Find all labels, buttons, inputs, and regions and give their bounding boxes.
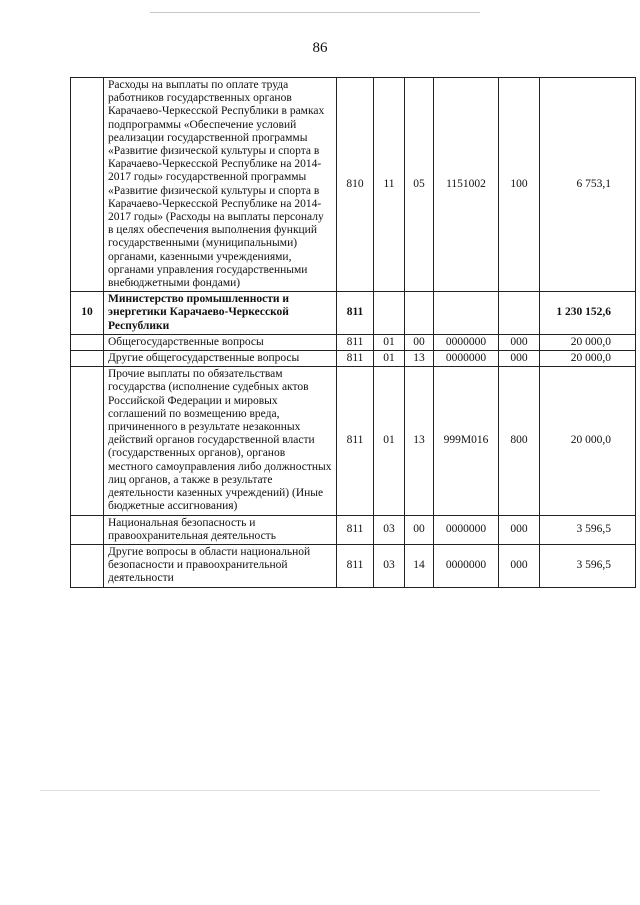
row-number-cell — [71, 367, 104, 515]
target-item-cell — [434, 292, 499, 335]
section-code-cell: 01 — [374, 334, 405, 350]
table-row — [71, 292, 636, 335]
section-code-cell: 03 — [374, 544, 405, 587]
subsection-code-cell — [405, 292, 434, 335]
table-row — [71, 351, 636, 367]
description-cell: Другие общегосударственные вопросы — [104, 351, 337, 367]
expense-type-cell: 000 — [499, 515, 540, 544]
table-row — [71, 367, 636, 515]
amount-cell: 20 000,0 — [540, 334, 636, 350]
scan-artifact-line — [150, 12, 480, 13]
subsection-code-cell: 13 — [405, 367, 434, 515]
ministry-code-cell: 811 — [337, 351, 374, 367]
table-row — [71, 334, 636, 350]
subsection-code-cell: 05 — [405, 78, 434, 292]
page-number: 86 — [312, 40, 328, 56]
expense-type-cell: 100 — [499, 78, 540, 292]
subsection-code-cell: 13 — [405, 351, 434, 367]
ministry-code-cell: 811 — [337, 544, 374, 587]
amount-cell: 6 753,1 — [540, 78, 636, 292]
subsection-code-cell: 00 — [405, 334, 434, 350]
target-item-cell: 0000000 — [434, 515, 499, 544]
table-row — [71, 544, 636, 587]
row-number-cell — [71, 334, 104, 350]
expense-type-cell: 000 — [499, 334, 540, 350]
ministry-code-cell: 811 — [337, 334, 374, 350]
row-number-cell — [71, 544, 104, 587]
ministry-code-cell: 811 — [337, 367, 374, 515]
target-item-cell: 1151002 — [434, 78, 499, 292]
ministry-code-cell: 810 — [337, 78, 374, 292]
target-item-cell: 0000000 — [434, 544, 499, 587]
row-number-cell: 10 — [71, 292, 104, 335]
description-cell: Общегосударственные вопросы — [104, 334, 337, 350]
table-row — [71, 515, 636, 544]
amount-cell: 20 000,0 — [540, 351, 636, 367]
description-cell: Другие вопросы в области национальной безопасности и правоохранительной деятельности — [104, 544, 337, 587]
amount-cell: 1 230 152,6 — [540, 292, 636, 335]
target-item-cell: 999М016 — [434, 367, 499, 515]
amount-cell: 20 000,0 — [540, 367, 636, 515]
target-item-cell: 0000000 — [434, 351, 499, 367]
section-code-cell: 01 — [374, 367, 405, 515]
row-number-cell — [71, 78, 104, 292]
description-cell: Национальная безопасность и правоохранительная деятельность — [104, 515, 337, 544]
ministry-code-cell: 811 — [337, 515, 374, 544]
row-number-cell — [71, 351, 104, 367]
budget-table — [70, 77, 636, 588]
target-item-cell: 0000000 — [434, 334, 499, 350]
expense-type-cell: 800 — [499, 367, 540, 515]
section-code-cell: 11 — [374, 78, 405, 292]
description-cell: Прочие выплаты по обязательствам государства (исполнение судебных актов Российской Федерации и мировых соглашений по возмещению вреда, причиненного в результате незаконных действий органов государственной власти (государственных органов), органов местного самоуправления либо должностных лиц органов, а также в результате деятельности казенных учреждений) (Иные бюджетные ассигнования) — [104, 367, 337, 515]
subsection-code-cell: 14 — [405, 544, 434, 587]
amount-cell: 3 596,5 — [540, 515, 636, 544]
expense-type-cell: 000 — [499, 351, 540, 367]
ministry-code-cell: 811 — [337, 292, 374, 335]
expense-type-cell: 000 — [499, 544, 540, 587]
section-code-cell: 03 — [374, 515, 405, 544]
section-code-cell: 01 — [374, 351, 405, 367]
amount-cell: 3 596,5 — [540, 544, 636, 587]
expense-type-cell — [499, 292, 540, 335]
description-cell: Министерство промышленности и энергетики Карачаево-Черкесской Республики — [104, 292, 337, 335]
subsection-code-cell: 00 — [405, 515, 434, 544]
section-code-cell — [374, 292, 405, 335]
scan-artifact-line — [40, 790, 600, 791]
table-row — [71, 78, 636, 292]
description-cell: Расходы на выплаты по оплате труда работников государственных органов Карачаево-Черкесской Республики в рамках подпрограммы «Обеспечение условий реализации государственной программы «Развитие физической культуры и спорта в Карачаево-Черкесской Республике на 2014-2017 годы» государственной программы «Развитие физической культуры и спорта в Карачаево-Черкесской Республике на 2014-2017 годы» (Расходы на выплаты персоналу в целях обеспечения выполнения функций государственными (муниципальными) органами, казенными учреждениями, органами управления государственными внебюджетными фондами) — [104, 78, 337, 292]
row-number-cell — [71, 515, 104, 544]
